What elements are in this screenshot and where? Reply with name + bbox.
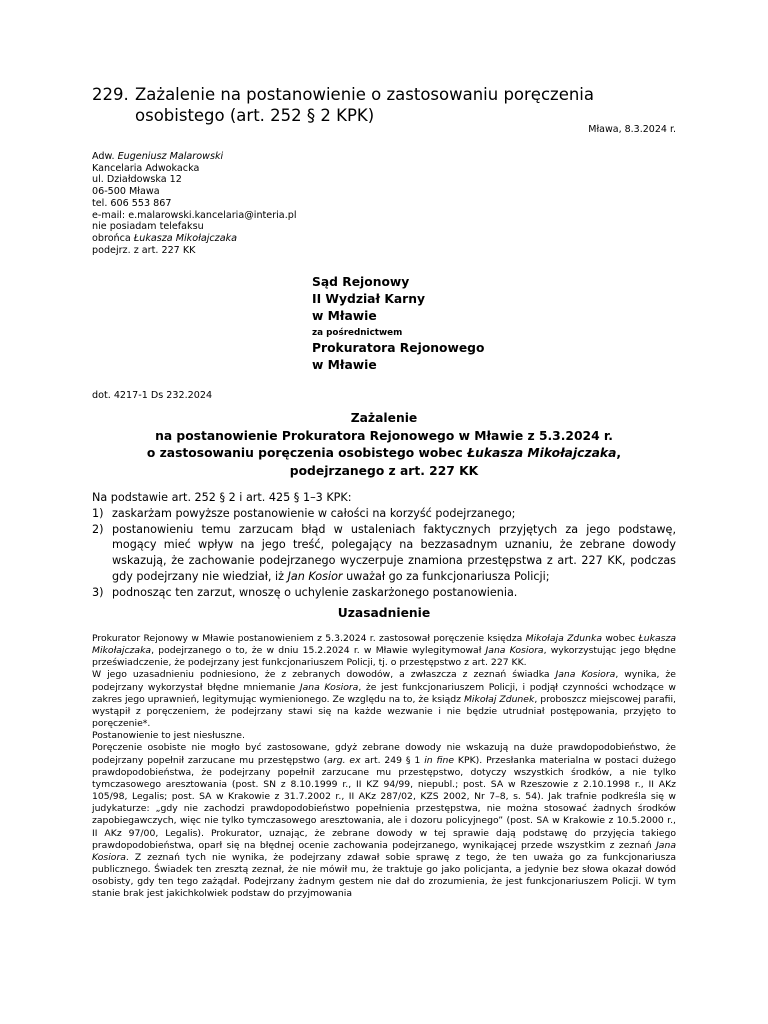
- justification-body: [92, 633, 676, 900]
- court-city: w Mławie: [312, 309, 377, 323]
- sender-advocate: Adw. Eugeniusz Malarowski: [92, 151, 224, 162]
- sender-fax: nie posiadam telefaksu: [92, 221, 204, 233]
- case-reference: dot. 4217-1 Ds 232.2024: [92, 390, 213, 401]
- sender-block: [92, 151, 297, 256]
- place-date: Mława, 8.3.2024 r.: [588, 124, 676, 135]
- list-item: 2) postanowieniu temu zarzucam błąd w ustaleniach faktycznych przyjętych za jego podstawę, mogący mieć wpływ na jego treść, polegający na bezzasadnym uznaniu, że zebrane dowody wskazują, że zachowanie podejrzanego wyczerpuje znamiona przestępstwa z art. 227 KK, podczas gdy podejrzany nie wiedział, iż Jan Kosior uważał go za funkcjonariusza Policji;: [92, 522, 676, 583]
- sender-charge: podejrz. z art. 227 KK: [92, 244, 196, 256]
- complaint-subject: na postanowienie Prokuratora Rejonowego w Mławie z 5.3.2024 r.: [155, 428, 613, 443]
- justification-heading: Uzasadnienie: [337, 606, 431, 620]
- title-line-1: Zażalenie na postanowienie o zastosowaniu poręczenia: [135, 85, 594, 104]
- sender-defender: obrońca Łukasza Mikołajczaka: [92, 232, 238, 244]
- legal-basis: [92, 490, 676, 601]
- list-item: 1) zaskarżam powyższe postanowienie w całości na korzyść podejrzanego;: [92, 506, 516, 520]
- paragraph: Postanowienie to jest niesłuszne.: [92, 730, 245, 742]
- advocate-name: Eugeniusz Malarowski: [117, 151, 224, 162]
- court-address: [312, 274, 484, 374]
- court-via: za pośrednictwem: [312, 328, 403, 338]
- paragraph: Poręczenie osobiste nie mogło być zastosowane, gdyż zebrane dowody nie wskazują na duże prawdopodobieństwo, że podejrzany popełnił zarzucane mu przestępstwo (arg. ex art. 249 § 1 in fine KPK). Przesłanka materialna w postaci dużego prawdopodobieństwa, że podejrzany popełnił zarzucane mu przestępstwo, dotyczy wszystkich środków, a nie tylko tymczasowego aresztowania (post. SN z 8.10.1999 r., II KZ 94/99, niepubl.; post. SA w Rzeszowie z 2.10.1998 r., II AKz 105/98, Legalis; post. SA w Krakowie z 31.7.2002 r., II AKz 287/02, KZS 2002, Nr 7–8, s. 54). Jak trafnie podkreśla się w judykaturze: „gdy nie zachodzi prawdopodobieństwo popełnienia przestępstwa, nie można stosować żadnych środków zapobiegawczych, więc nie tylko tymczasowego aresztowania, ale i dozoru policyjnego” (post. SA w Krakowie z 10.5.2000 r., II AKz 97/00, Legalis). Prokurator, uznając, że zebrane dowody w tej sprawie dają podstawę do przyjęcia takiego prawdopodobieństwa, oparł się na błędnej ocenie zachowania podejrzanego, wynikającej przede wszystkim z zeznań Jana Kosiora. Z zeznań tych nie wynika, że podejrzany zdawał sobie sprawę z tego, że ten uważa go za funkcjonariusza publicznego. Świadek ten zresztą zeznał, że nie mówił mu, że traktuje go jako policjanta, a jedynie bez słowa okazał dowód osobisty, gdy ten tego zażądał. Podejrzany żadnym gestem nie dał do zrozumienia, że jest funkcjonariuszem Policji. W tym stanie brak jest jakichkolwiek podstaw do przyjmowania: [92, 742, 677, 900]
- legal-intro: Na podstawie art. 252 § 2 i art. 425 § 1–3 KPK:: [92, 491, 352, 504]
- suspect-name: Łukasza Mikołajczaka: [467, 446, 617, 460]
- complaint-heading: [92, 410, 676, 480]
- paragraph: W jego uzasadnieniu podniesiono, że z zebranych dowodów, a zwłaszcza z zeznań świadka Jana Kosiora, wynika, że podejrzany wykorzystał błędne mniemanie Jana Kosiora, że jest funkcjonariuszem Policji, i podjął czynności wchodzące w zakres jego uprawnień, legitymując wymienionego. Ze względu na to, że ksiądz Mikołaj Zdunek, proboszcz miejscowej parafii, wystąpił z poręczeniem, że podejrzany stawi się na każde wezwanie i nie będzie utrudniał postępowania, przyjęto to poręczenie*.: [92, 669, 676, 730]
- prosecutor-name: Prokuratora Rejonowego: [312, 341, 485, 355]
- sender-street: ul. Działdowska 12: [92, 174, 182, 186]
- court-name: Sąd Rejonowy: [312, 275, 410, 289]
- complaint-subject-2: o zastosowaniu poręczenia osobistego wobec Łukasza Mikołajczaka,: [146, 446, 622, 460]
- paragraph: Prokurator Rejonowy w Mławie postanowieniem z 5.3.2024 r. zastosował poręczenie księdza Mikołaja Zdunka wobec Łukasza Mikołajczaka, podejrzanego o to, że w dniu 15.2.2024 r. w Mławie wylegitymował Jana Kosiora, wykorzystując jego błędne przeświadczenie, że podejrzany jest funkcjonariuszem Policji, tj. o przestępstwo z art. 227 KK.: [92, 633, 676, 669]
- court-division: II Wydział Karny: [312, 292, 425, 306]
- complaint-title: Zażalenie: [350, 411, 418, 425]
- complaint-subject-3: podejrzanego z art. 227 KK: [289, 463, 479, 478]
- prosecutor-city: w Mławie: [312, 358, 377, 372]
- defender-name: Łukasza Mikołajczaka: [133, 232, 238, 244]
- sender-email: e-mail: e.malarowski.kancelaria@interia.pl: [92, 209, 297, 221]
- sender-office: Kancelaria Adwokacka: [92, 162, 200, 174]
- document-number: 229.: [92, 85, 129, 104]
- sender-city: 06-500 Mława: [92, 186, 160, 198]
- title-line-2: osobistego (art. 252 § 2 KPK): [135, 106, 375, 125]
- list-item: 3) podnosząc ten zarzut, wnoszę o uchylenie zaskarżonego postanowienia.: [92, 585, 518, 599]
- sender-phone: tel. 606 553 867: [92, 197, 172, 209]
